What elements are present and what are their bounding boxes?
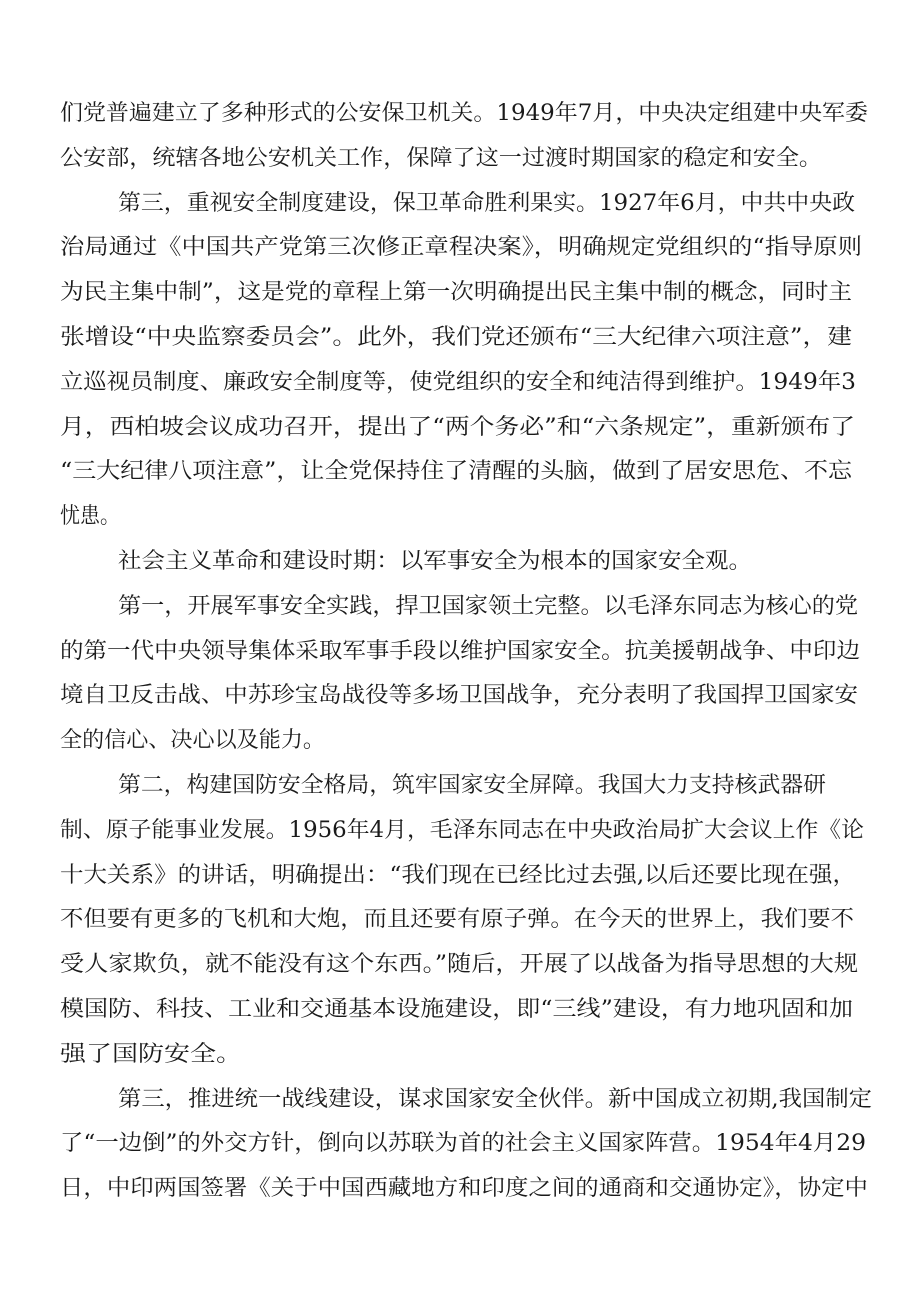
- text-line: [0, 943, 920, 988]
- text-line-content: 第一，开展军事安全实践，捍卫国家领土完整。以毛泽东同志为核心的党: [118, 593, 858, 619]
- text-line-content: 境自卫反击战、中苏珍宝岛战役等多场卫国战争，充分表明了我国捍卫国家安: [60, 683, 858, 709]
- text-line: [0, 1078, 920, 1123]
- text-line: [0, 898, 920, 943]
- text-line-content: “三大纪律八项注意”，让全党保持住了清醒的头脑，做到了居安思危、不忘: [60, 459, 853, 485]
- text-line: [0, 1033, 920, 1078]
- text-line-content: 月，西柏坡会议成功召开，提出了“两个务必”和“六条规定”，重新颁布了: [60, 414, 856, 440]
- text-line-content: 制、原子能事业发展。1956年4月，毛泽东同志在中央政治局扩大会议上作《论: [60, 817, 865, 843]
- text-line-content: 日，中印两国签署《关于中国西藏地方和印度之间的通商和交通协定》，协定中: [60, 1176, 868, 1202]
- text-line: [0, 540, 920, 585]
- text-line-content: 治局通过《中国共产党第三次修正章程决案》，明确规定党组织的“指导原则: [60, 235, 862, 261]
- text-line-content: 们党普遍建立了多种形式的公安保卫机关。1949年7月，中央决定组建中央军委: [60, 101, 868, 126]
- text-line: [0, 316, 920, 361]
- text-line: [0, 854, 920, 899]
- text-line: [0, 1122, 920, 1167]
- text-line: [0, 719, 920, 764]
- text-line: [0, 1167, 920, 1212]
- text-line-content: 社会主义革命和建设时期：以军事安全为根本的国家安全观。: [118, 548, 752, 574]
- text-line: [0, 361, 920, 406]
- text-line-content: 张增设“中央监察委员会”。此外，我们党还颁布“三大纪律六项注意”，建: [60, 324, 852, 350]
- text-line: [0, 764, 920, 809]
- text-line: [0, 585, 920, 630]
- text-line: [0, 271, 920, 316]
- text-line: [0, 226, 920, 271]
- text-line-content: 了“一边倒”的外交方针，倒向以苏联为首的社会主义国家阵营。1954年4月29: [60, 1131, 866, 1157]
- text-line-content: 立巡视员制度、廉政安全制度等，使党组织的安全和纯洁得到维护。1949年3: [60, 369, 856, 395]
- text-line-content: 强了国防安全。: [60, 1041, 243, 1067]
- text-line-content: 全的信心、决心以及能力。: [60, 728, 325, 754]
- text-line-content: 第三，推进统一战线建设，谋求国家安全伙伴。新中国成立初期,我国制定: [118, 1086, 873, 1112]
- text-line: [0, 450, 920, 495]
- text-line-content: 为民主集中制”，这是党的章程上第一次明确提出民主集中制的概念，同时主: [60, 280, 853, 306]
- text-line: [0, 495, 920, 540]
- document-body: [0, 92, 920, 1212]
- text-line-content: 第三，重视安全制度建设，保卫革命胜利果实。1927年6月，中共中央政: [118, 190, 856, 216]
- text-line-content: 模国防、科技、工业和交通基本设施建设，即“三线”建设，有力地巩固和加: [60, 996, 853, 1022]
- text-line: [0, 182, 920, 227]
- text-line: [0, 406, 920, 451]
- text-line-content: 受人家欺负，就不能没有这个东西。”随后，开展了以战备为指导思想的大规: [60, 952, 859, 978]
- text-line-content: 不但要有更多的飞机和大炮，而且还要有原子弹。在今天的世界上，我们要不: [60, 907, 855, 933]
- text-line: [0, 630, 920, 675]
- text-line-content: 第二，构建国防安全格局，筑牢国家安全屏障。我国大力支持核武器研: [118, 772, 827, 798]
- text-line-content: 忧患。: [60, 504, 121, 530]
- text-line: [0, 674, 920, 719]
- text-line: [0, 988, 920, 1033]
- text-line: [0, 92, 920, 137]
- text-line-content: 公安部，统辖各地公安机关工作，保障了这一过渡时期国家的稳定和安全。: [60, 145, 823, 171]
- text-line-content: 的第一代中央领导集体采取军事手段以维护国家安全。抗美援朝战争、中印边: [60, 638, 861, 664]
- text-line: [0, 137, 920, 182]
- text-line: [0, 809, 920, 854]
- text-line-content: 十大关系》的讲话，明确提出：“我们现在已经比过去强,以后还要比现在强，: [60, 862, 856, 888]
